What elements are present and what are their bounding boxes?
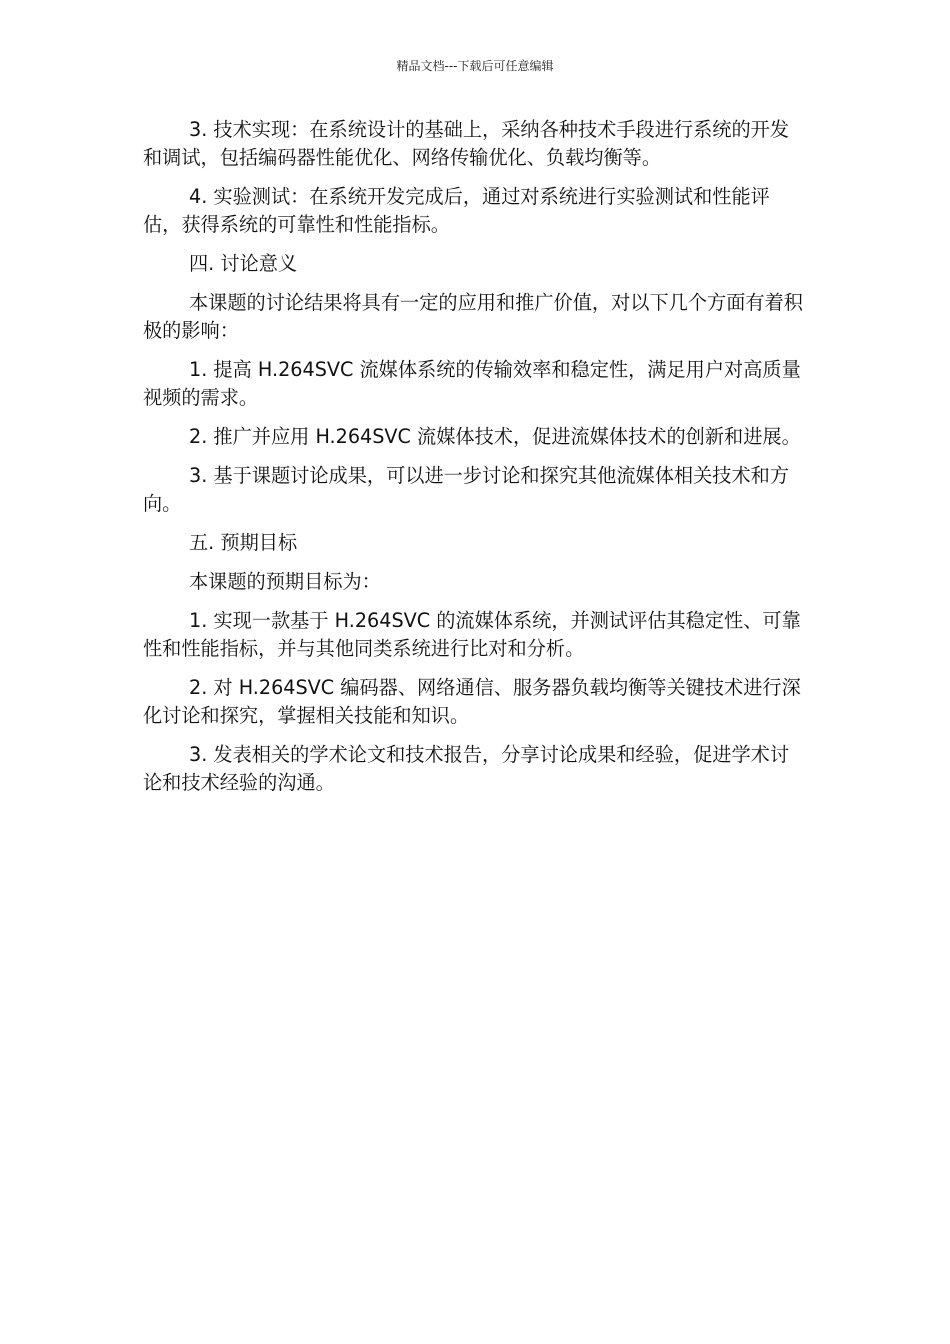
paragraph-goals-intro: 本课题的预期目标为： xyxy=(189,570,381,593)
paragraph-goal-item-1: 1. 实现一款基于 H.264SVC 的流媒体系统，并测试评估其稳定性、可靠性和性能指标，并与其他同类系统进行比对和分析。 xyxy=(143,609,801,660)
paragraph-significance-item-2: 2. 推广并应用 H.264SVC 流媒体技术，促进流媒体技术的创新和进展。 xyxy=(189,425,801,448)
paragraph-tech-implementation: 3. 技术实现：在系统设计的基础上，采纳各种技术手段进行系统的开发和调试，包括编码器性能优化、网络传输优化、负载均衡等。 xyxy=(143,118,790,169)
document-body xyxy=(143,116,807,808)
section-heading-expected-goals: 五. 预期目标 xyxy=(189,531,298,554)
section-heading-significance: 四. 讨论意义 xyxy=(189,252,298,275)
paragraph-goal-item-3: 3. 发表相关的学术论文和技术报告，分享讨论成果和经验，促进学术讨论和技术经验的沟通。 xyxy=(143,743,790,794)
paragraph-significance-item-1: 1. 提高 H.264SVC 流媒体系统的传输效率和稳定性，满足用户对高质量视频的需求。 xyxy=(143,358,801,409)
paragraph-experiment-testing: 4. 实验测试：在系统开发完成后，通过对系统进行实验测试和性能评估，获得系统的可靠性和性能指标。 xyxy=(143,185,770,236)
paragraph-goal-item-2: 2. 对 H.264SVC 编码器、网络通信、服务器负载均衡等关键技术进行深化讨论和探究，掌握相关技能和知识。 xyxy=(143,676,801,727)
paragraph-significance-item-3: 3. 基于课题讨论成果，可以进一步讨论和探究其他流媒体相关技术和方向。 xyxy=(143,464,790,515)
paragraph-significance-intro: 本课题的讨论结果将具有一定的应用和推广价值，对以下几个方面有着积极的影响： xyxy=(143,291,803,342)
page-header: 精品文档---下载后可任意编辑 xyxy=(396,59,554,73)
